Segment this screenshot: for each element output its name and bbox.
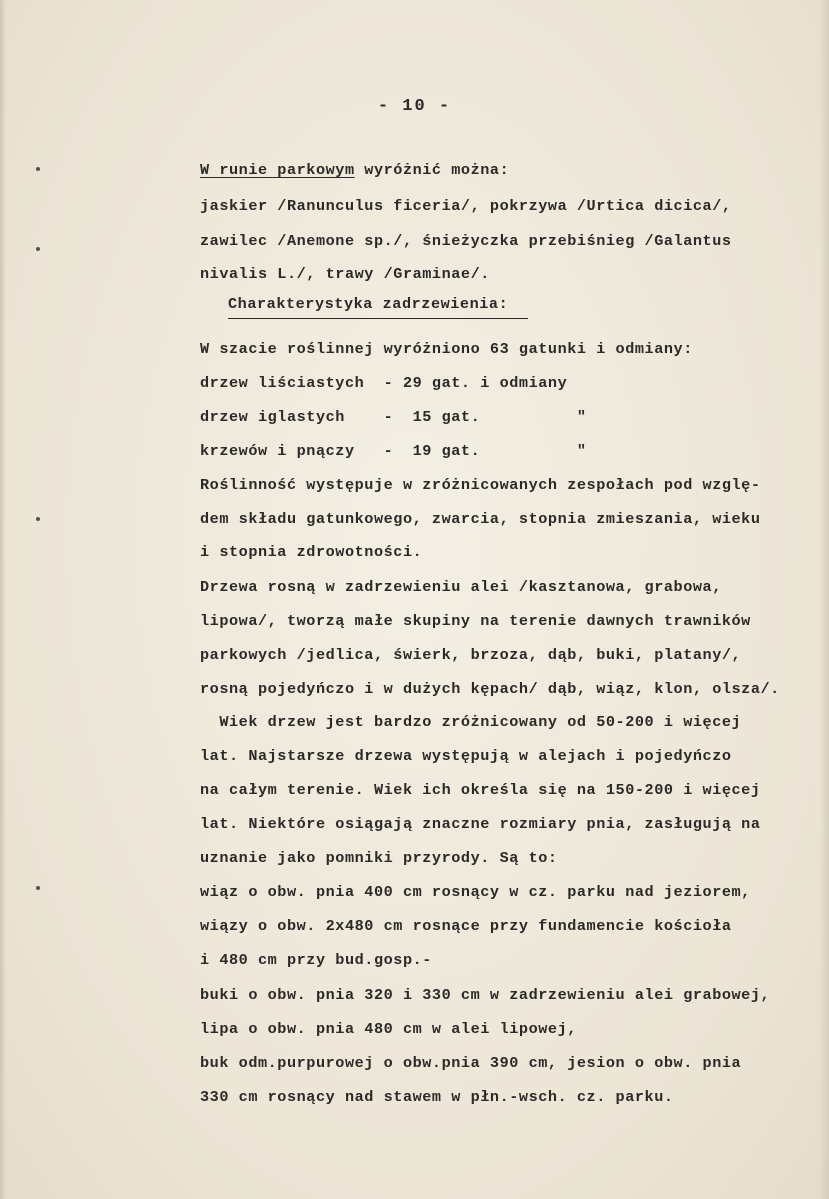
punch-hole-mark (36, 886, 40, 890)
page-number: - 10 - (377, 97, 452, 116)
page-edge-right (819, 0, 829, 1199)
text-line: Roślinność występuje w zróżnicowanych zespołach pod wzglę- (200, 476, 761, 494)
monument-tree-line: buki o obw. pnia 320 i 330 cm w zadrzewieniu alei grabowej, (200, 986, 771, 1004)
text-line: i stopnia zdrowotności. (200, 543, 423, 561)
text-line: dem składu gatunkowego, zwarcia, stopnia zmieszania, wieku (200, 510, 761, 528)
monument-tree-line: wiązy o obw. 2x480 cm rosnące przy fundamencie kościoła (200, 917, 732, 935)
monument-tree-line: 330 cm rosnący nad stawem w płn.-wsch. cz. parku. (200, 1088, 674, 1106)
monument-tree-line: buk odm.purpurowej o obw.pnia 390 cm, jesion o obw. pnia (200, 1054, 742, 1072)
punch-hole-mark (36, 517, 40, 521)
monument-tree-line: wiąz o obw. pnia 400 cm rosnący w cz. parku nad jeziorem, (200, 883, 751, 901)
section-heading: W runie parkowym (200, 161, 355, 179)
subsection-heading: Charakterystyka zadrzewienia: (228, 295, 509, 313)
page-edge-left (0, 0, 6, 1199)
species-count-line: drzew iglastych - 15 gat. " (200, 408, 587, 426)
text-line: nivalis L./, trawy /Graminae/. (200, 265, 490, 283)
monument-tree-line: lipa o obw. pnia 480 cm w alei lipowej, (200, 1020, 577, 1038)
punch-hole-mark (36, 167, 40, 171)
text-line: rosną pojedyńczo i w dużych kępach/ dąb, wiąz, klon, olsza/. (200, 680, 780, 698)
text-line: parkowych /jedlica, świerk, brzoza, dąb, buki, platany/, (200, 646, 742, 664)
section-heading-rest: wyróżnić można: (354, 161, 510, 179)
text-line: lat. Niektóre osiągają znaczne rozmiary pnia, zasługują na (200, 815, 761, 833)
species-count-line: drzew liściastych - 29 gat. i odmiany (200, 374, 568, 392)
species-count-line: krzewów i pnączy - 19 gat. " (200, 442, 587, 460)
text-line: lat. Najstarsze drzewa występują w alejach i pojedyńczo (200, 747, 732, 765)
text-line: Drzewa rosną w zadrzewieniu alei /kasztanowa, grabowa, (200, 578, 722, 596)
text-line: W szacie roślinnej wyróżniono 63 gatunki i odmiany: (200, 340, 693, 358)
punch-hole-mark (36, 247, 40, 251)
monument-tree-line: i 480 cm przy bud.gosp.- (200, 951, 432, 969)
text-line: Wiek drzew jest bardzo zróżnicowany od 50-200 i więcej (200, 713, 742, 731)
text-line: uznanie jako pomniki przyrody. Są to: (200, 849, 558, 867)
text-line: na całym terenie. Wiek ich określa się na 150-200 i więcej (200, 781, 761, 799)
text-line: jaskier /Ranunculus ficeria/, pokrzywa /Urtica dicica/, (200, 197, 732, 215)
text-line: zawilec /Anemone sp./, śnieżyczka przebiśnieg /Galantus (200, 232, 732, 250)
text-line: lipowa/, tworzą małe skupiny na terenie dawnych trawników (200, 612, 751, 630)
subsection-underline (228, 318, 528, 319)
section-heading-line (200, 160, 509, 180)
